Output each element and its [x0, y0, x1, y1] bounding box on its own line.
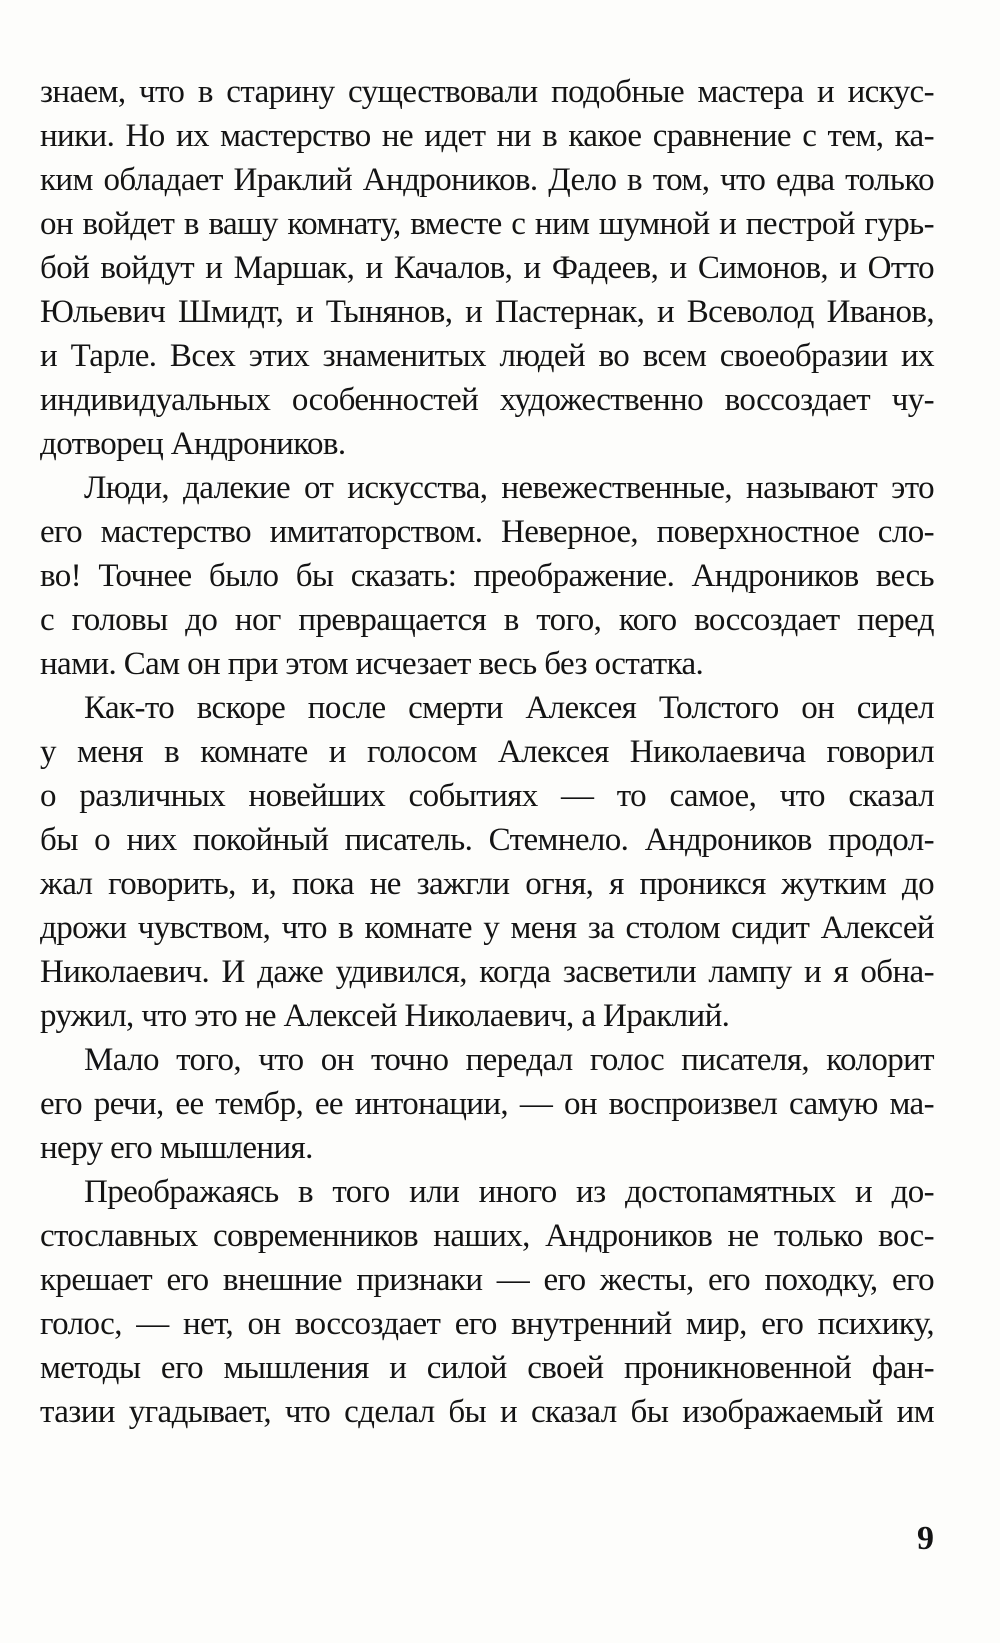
text-line: с головы до ног превращается в того, кого воссоздает перед	[40, 602, 934, 638]
text-line: его речи, ее тембр, ее интонации, — он воспроизвел самую ма-	[40, 1086, 934, 1122]
text-line: ники. Но их мастерство не идет ни в какое сравнение с тем, ка-	[40, 118, 934, 154]
text-line: ким обладает Ираклий Андроников. Дело в том, что едва только	[40, 162, 934, 198]
text-line: его мастерство имитаторством. Неверное, поверхностное сло-	[40, 514, 934, 550]
text-line: жал говорить, и, пока не зажгли огня, я проникся жутким до	[40, 866, 934, 902]
text-line: он войдет в вашу комнату, вместе с ним шумной и пестрой гурь-	[40, 206, 934, 242]
text-line: стославных современников наших, Андроников не только вос-	[40, 1218, 934, 1254]
text-line: нами. Сам он при этом исчезает весь без остатка.	[40, 646, 704, 682]
text-line: и Тарле. Всех этих знаменитых людей во всем своеобразии их	[40, 338, 934, 374]
text-line: Юльевич Шмидт, и Тынянов, и Пастернак, и Всеволод Иванов,	[40, 294, 934, 330]
text-line: методы его мышления и силой своей проникновенной фан-	[40, 1350, 934, 1386]
text-line: Преображаясь в того или иного из достопамятных и до-	[84, 1174, 934, 1210]
text-line: неру его мышления.	[40, 1130, 313, 1166]
text-line: бы о них покойный писатель. Стемнело. Андроников продол-	[40, 822, 934, 858]
text-line: дрожи чувством, что в комнате у меня за столом сидит Алексей	[40, 910, 934, 946]
text-line: Мало того, что он точно передал голос писателя, колорит	[84, 1042, 934, 1078]
text-line: ружил, что это не Алексей Николаевич, а Ираклий.	[40, 998, 730, 1034]
text-line: бой войдут и Маршак, и Качалов, и Фадеев, и Симонов, и Отто	[40, 250, 934, 286]
text-line: крешает его внешние признаки — его жесты, его походку, его	[40, 1262, 934, 1298]
text-line: Как-то вскоре после смерти Алексея Толстого он сидел	[84, 690, 934, 726]
text-line: у меня в комнате и голосом Алексея Николаевича говорил	[40, 734, 934, 770]
text-line: индивидуальных особенностей художественно воссоздает чу-	[40, 382, 934, 418]
text-line: голос, — нет, он воссоздает его внутренний мир, его психику,	[40, 1306, 934, 1342]
text-line: дотворец Андроников.	[40, 426, 346, 462]
text-line: Николаевич. И даже удивился, когда засветили лампу и я обна-	[40, 954, 934, 990]
text-line: тазии угадывает, что сделал бы и сказал бы изображаемый им	[40, 1394, 934, 1430]
text-line: Люди, далекие от искусства, невежественные, называют это	[84, 470, 934, 506]
text-line: о различных новейших событиях — то самое, что сказал	[40, 778, 934, 814]
text-line: во! Точнее было бы сказать: преображение. Андроников весь	[40, 558, 934, 594]
body-text	[40, 70, 934, 1434]
page-number: 9	[917, 1520, 934, 1557]
text-line: знаем, что в старину существовали подобные мастера и искус-	[40, 74, 934, 110]
